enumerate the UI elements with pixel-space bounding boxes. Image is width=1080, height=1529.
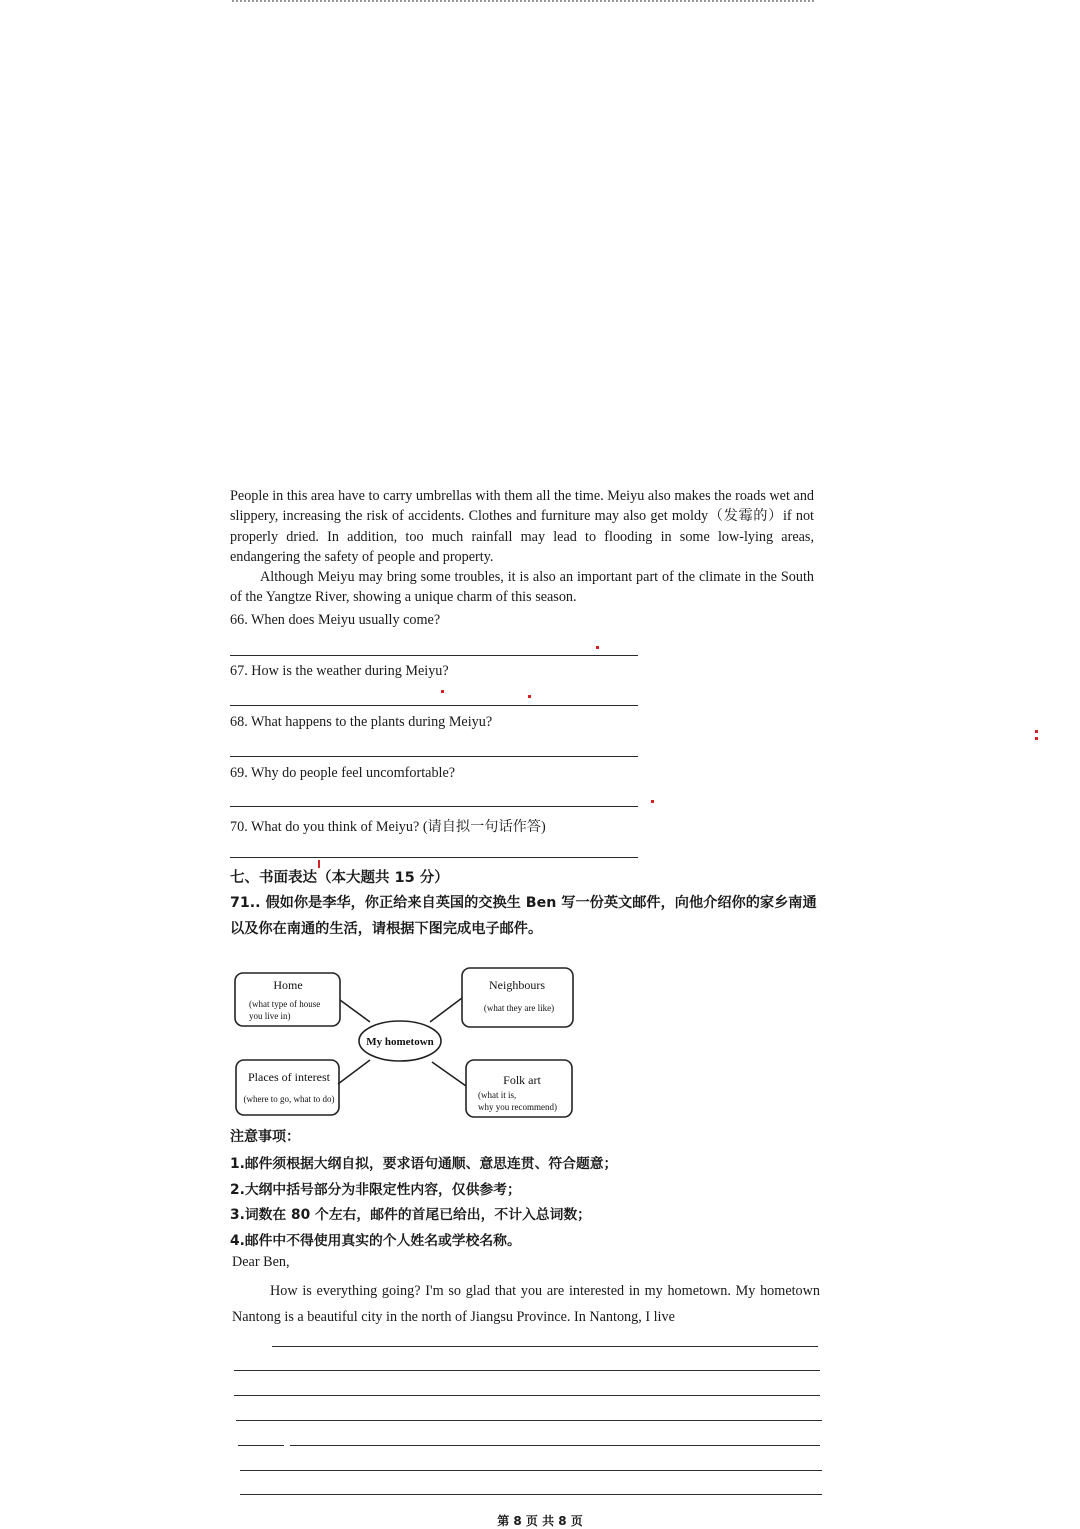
page-footer: 第 8 页 共 8 页 xyxy=(497,1514,583,1528)
folk-art-hint: why you recommend) xyxy=(478,1102,557,1112)
writing-line[interactable] xyxy=(272,1346,818,1347)
reading-passage xyxy=(230,486,814,608)
neighbours-title: Neighbours xyxy=(489,978,545,992)
writing-line[interactable] xyxy=(238,1445,284,1446)
red-dot-mark xyxy=(596,646,599,649)
hometown-mind-map xyxy=(230,964,580,1124)
places-hint: (where to go, what to do) xyxy=(243,1094,335,1104)
section-title: 七、书面表达（本大题共 15 分） xyxy=(230,870,449,886)
question-66: 66. When does Meiyu usually come? xyxy=(230,612,441,628)
note-item: 1.邮件须根据大纲自拟，要求语句通顺、意思连贯、符合题意； xyxy=(230,1156,618,1172)
red-dot-mark xyxy=(1035,737,1038,740)
question-68: 68. What happens to the plants during Meiyu? xyxy=(230,714,493,730)
question-69: 69. Why do people feel uncomfortable? xyxy=(230,765,456,781)
connector-line xyxy=(430,998,462,1022)
answer-line-66[interactable] xyxy=(230,655,638,656)
red-dot-mark xyxy=(651,800,654,803)
letter-body xyxy=(232,1278,820,1330)
scan-top-edge xyxy=(232,0,814,4)
notes-title: 注意事项： xyxy=(230,1129,300,1145)
letter-start: How is everything going? I'm so glad that you are interested in my hometown. My hometown Nantong is a beautiful city in the north of Jiangsu Province. In Nantong, I live xyxy=(232,1283,820,1325)
note-item: 4.邮件中不得使用真实的个人姓名或学校名称。 xyxy=(230,1233,521,1249)
red-dot-mark xyxy=(441,690,444,693)
writing-prompt: 71.. 假如你是李华，你正给来自英国的交换生 Ben 写一份英文邮件，向他介绍你的家乡南通以及你在南通的生活，请根据下图完成电子邮件。 xyxy=(230,895,817,937)
question-67: 67. How is the weather during Meiyu? xyxy=(230,663,449,679)
answer-line-70[interactable] xyxy=(230,857,638,858)
note-item: 3.词数在 80 个左右，邮件的首尾已给出，不计入总词数； xyxy=(230,1207,591,1223)
folk-art-hint: (what it is, xyxy=(478,1090,517,1100)
red-dot-mark xyxy=(1035,730,1038,733)
red-dot-mark xyxy=(528,695,531,698)
folk-art-title: Folk art xyxy=(503,1073,541,1087)
home-title: Home xyxy=(273,978,303,992)
connector-line xyxy=(340,1000,370,1022)
writing-line[interactable] xyxy=(290,1445,820,1446)
home-hint: (what type of house xyxy=(249,999,321,1009)
answer-line-67[interactable] xyxy=(230,705,638,706)
question-70: 70. What do you think of Meiyu? (请自拟一句话作答) xyxy=(230,819,546,835)
neighbours-hint: (what they are like) xyxy=(483,1003,555,1013)
writing-line[interactable] xyxy=(240,1470,822,1471)
answer-line-69[interactable] xyxy=(230,806,638,807)
passage-paragraph: People in this area have to carry umbrellas with them all the time. Meiyu also makes the roads wet and slippery, increasing the risk of accidents. Clothes and furniture may also get moldy（发霉的）if not properly dried. In addition, too much rainfall may lead to flooding in some low-lying areas, endangering the safety of people and property. xyxy=(230,488,814,565)
red-tick-mark xyxy=(318,860,320,868)
passage-paragraph: Although Meiyu may bring some troubles, it is also an important part of the climate in the South of the Yangtze River, showing a unique charm of this season. xyxy=(230,569,814,606)
home-hint: you live in) xyxy=(249,1011,291,1021)
center-label: My hometown xyxy=(366,1036,434,1048)
connector-line xyxy=(338,1060,370,1084)
writing-line[interactable] xyxy=(234,1370,820,1371)
answer-line-68[interactable] xyxy=(230,756,638,757)
neighbours-box xyxy=(462,968,573,1027)
writing-line[interactable] xyxy=(234,1395,820,1396)
note-item: 2.大纲中括号部分为非限定性内容，仅供参考； xyxy=(230,1182,521,1198)
places-box xyxy=(236,1060,339,1115)
letter-greeting: Dear Ben, xyxy=(232,1254,290,1270)
writing-line[interactable] xyxy=(236,1420,822,1421)
writing-line[interactable] xyxy=(240,1494,822,1495)
places-title: Places of interest xyxy=(248,1070,330,1084)
connector-line xyxy=(432,1062,466,1086)
